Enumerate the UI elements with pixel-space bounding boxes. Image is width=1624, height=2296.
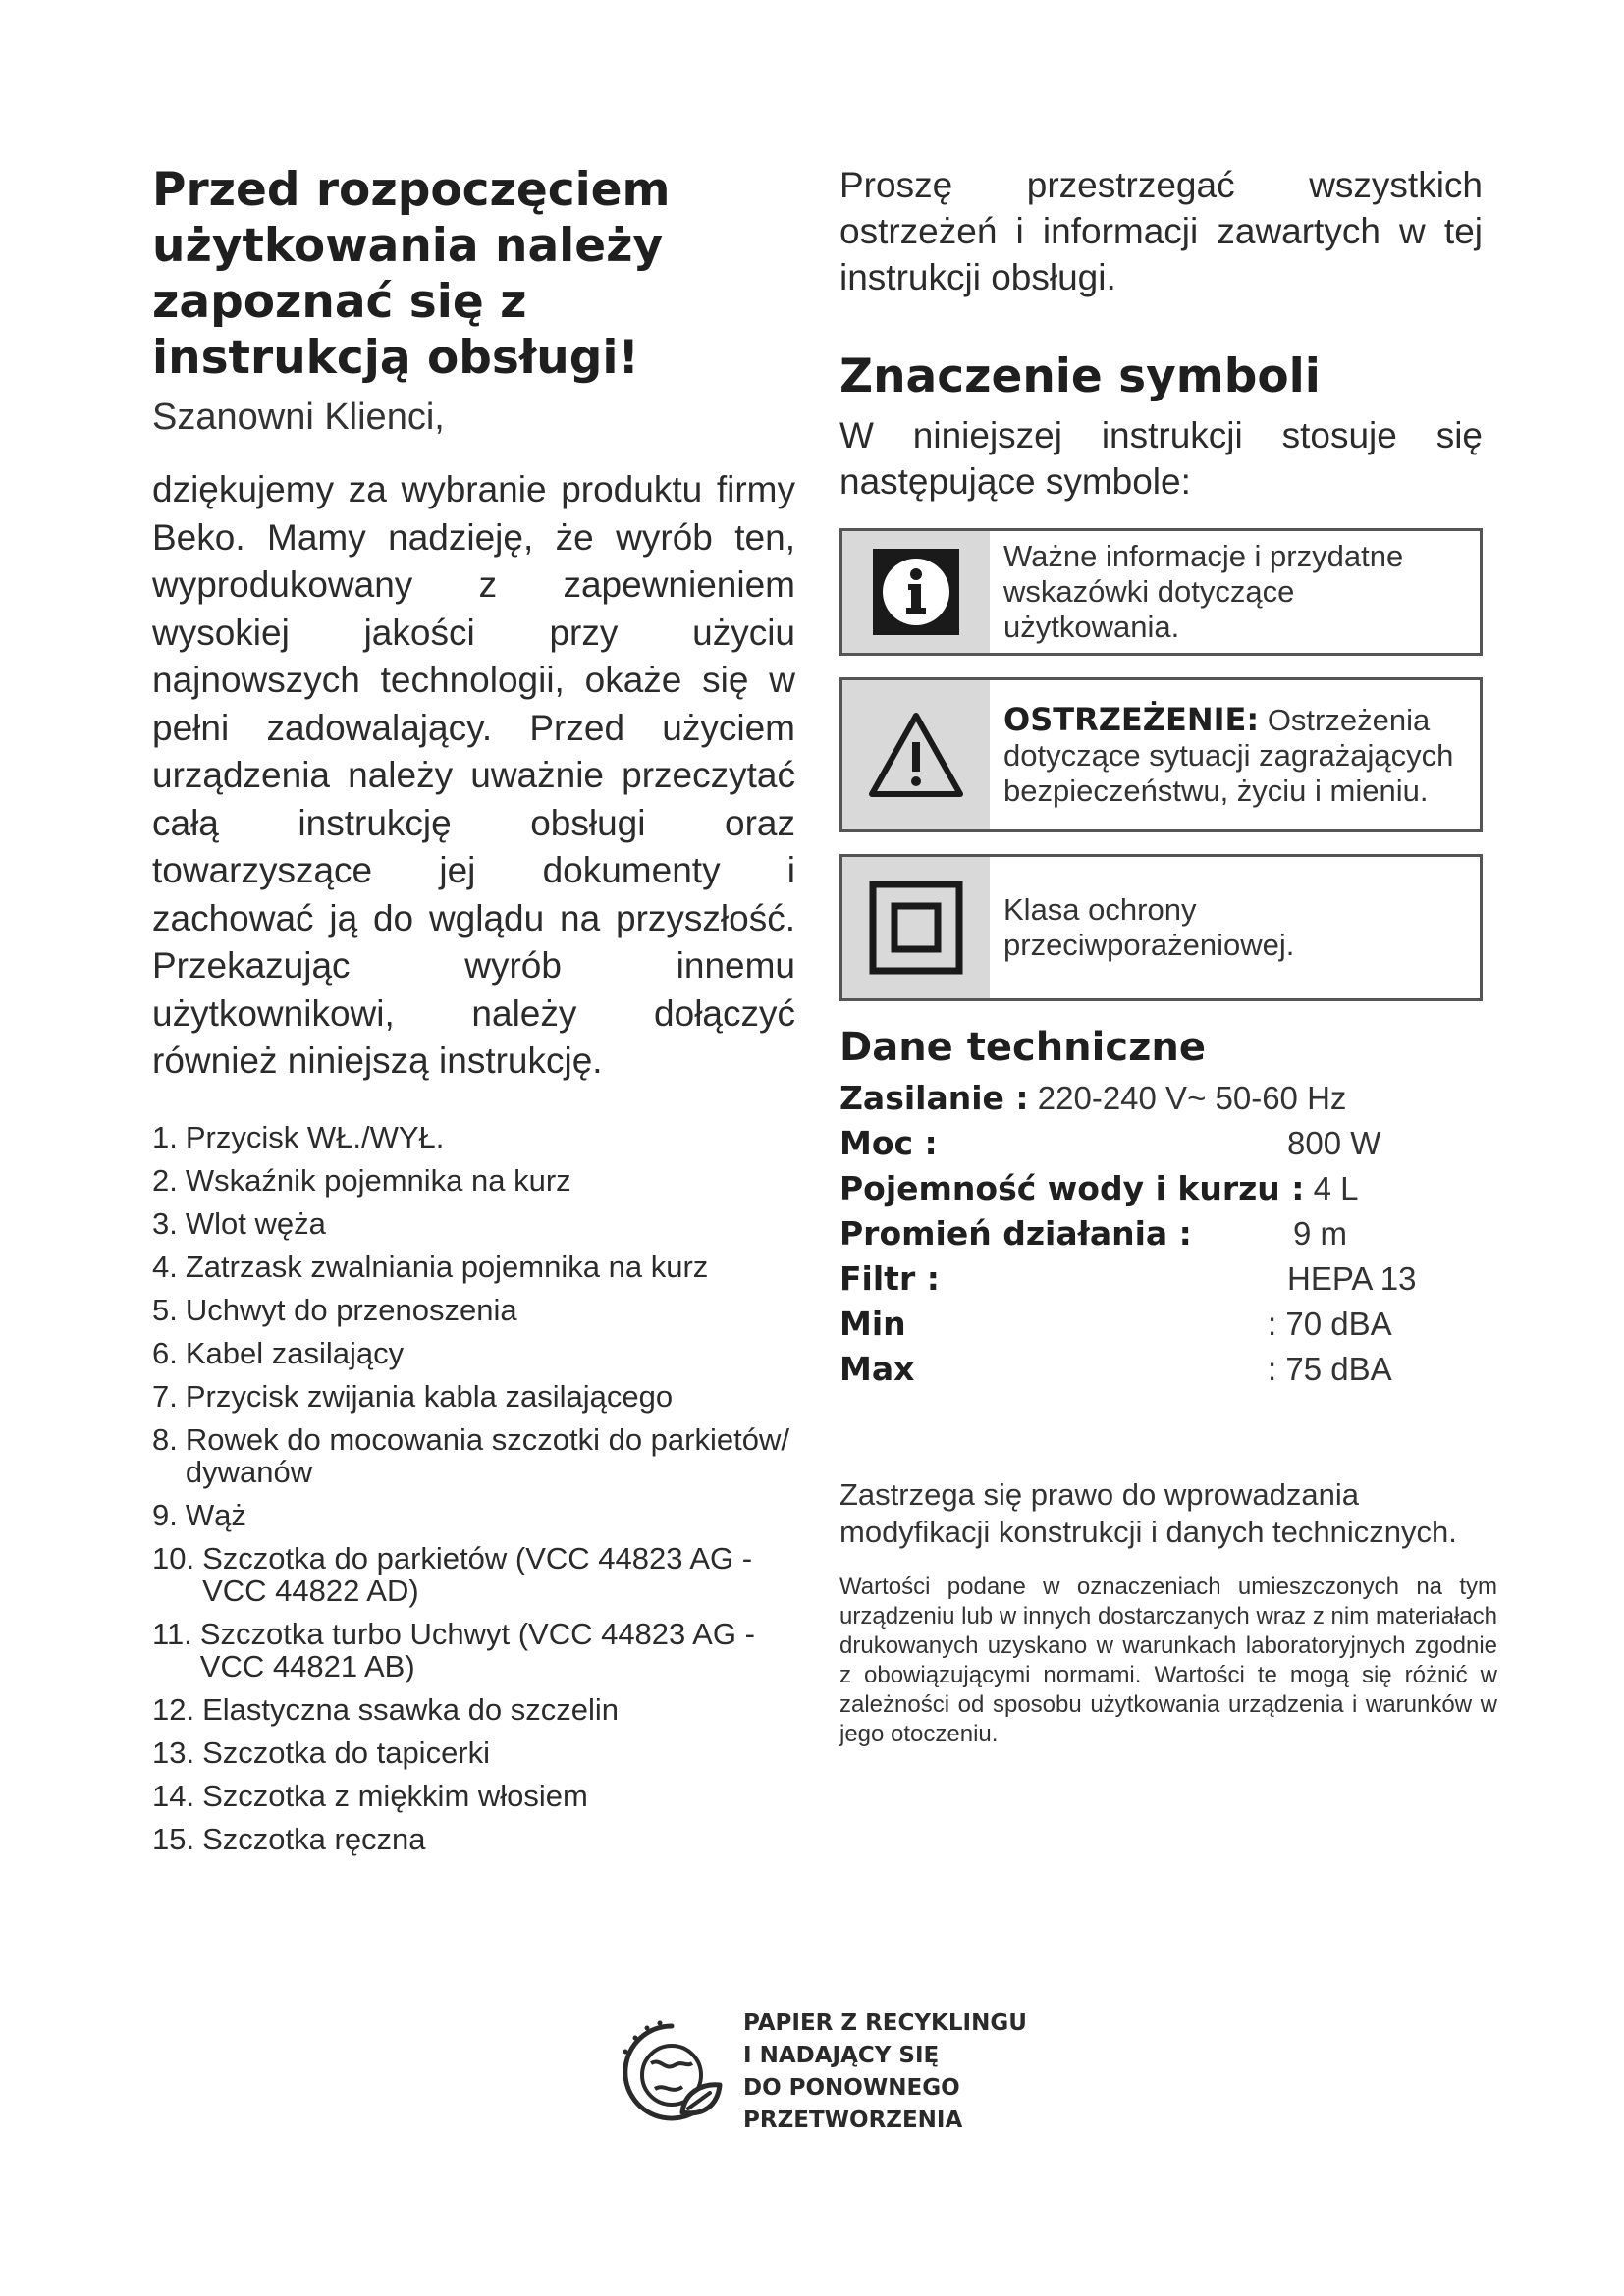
list-item	[152, 1251, 795, 1283]
list-item	[152, 1121, 795, 1153]
warning-description: Ostrzeżenia dotyczące sytuacji zagrażających bezpieczeństwu, życiu i mieniu.	[1003, 702, 1454, 808]
item-text: Szczotka do tapicerki	[202, 1735, 491, 1770]
tech-row-filter	[839, 1256, 1483, 1302]
item-text: Uchwyt do przenoszenia	[185, 1292, 517, 1327]
recycling-line: I NADAJĄCY SIĘ	[743, 2043, 940, 2068]
item-number: 9.	[152, 1497, 178, 1532]
item-number: 1.	[152, 1119, 178, 1154]
item-text: Rowek do mocowania szczotki do parkietów/ dywanów	[185, 1421, 789, 1489]
tech-value: HEPA 13	[1287, 1260, 1417, 1297]
tech-value: 9 m	[1293, 1215, 1348, 1252]
right-column	[839, 162, 1497, 1749]
list-item	[152, 1618, 795, 1682]
item-number: 12.	[152, 1691, 195, 1727]
info-symbol-text: Ważne informacje i przydatne wskazówki dotyczące użytkowania.	[1003, 539, 1404, 644]
list-item	[152, 1207, 795, 1240]
tech-value: : 75 dBA	[1268, 1351, 1392, 1387]
tech-specs	[839, 1076, 1483, 1392]
item-text: Kabel zasilający	[185, 1335, 405, 1370]
recycling-line: DO PONOWNEGO	[743, 2075, 960, 2101]
item-number: 7.	[152, 1378, 178, 1414]
item-number: 15.	[152, 1821, 195, 1856]
class-icon-cell	[842, 857, 990, 998]
item-number: 4.	[152, 1249, 178, 1284]
warning-label: OSTRZEŻENIE:	[1003, 700, 1260, 738]
recycling-text	[743, 2007, 1027, 2137]
item-number: 8.	[152, 1421, 178, 1457]
main-heading: Przed rozpoczęciem użytkowania należy zapoznać się z instrukcją obsługi!	[152, 163, 671, 385]
item-text: Szczotka ręczna	[202, 1821, 426, 1856]
warning-triangle-icon	[867, 711, 965, 799]
tech-row-min	[839, 1302, 1483, 1347]
tech-heading: Dane techniczne	[839, 1025, 1206, 1070]
list-item	[152, 1164, 795, 1197]
recycling-badge	[614, 2007, 1027, 2137]
tech-row-radius	[839, 1211, 1483, 1256]
left-column	[152, 162, 795, 1866]
item-number: 2.	[152, 1162, 178, 1198]
item-number: 3.	[152, 1205, 178, 1241]
parts-list	[152, 1121, 795, 1855]
safety-intro: Proszę przestrzegać wszystkich ostrzeżeń i informacji zawartych w tej instrukcji obsługi.	[839, 165, 1483, 297]
tech-row-capacity	[839, 1166, 1483, 1211]
modification-note: Zastrzega się prawo do wprowadzania modyfikacji konstrukcji i danych technicznych.	[839, 1477, 1457, 1549]
tech-label: Pojemność wody i kurzu :	[839, 1169, 1305, 1207]
info-icon	[871, 547, 961, 637]
info-symbol-box	[839, 528, 1483, 656]
item-text: Wąż	[185, 1497, 246, 1532]
item-text: Wlot węża	[185, 1205, 326, 1241]
symbols-heading: Znaczenie symboli	[839, 349, 1321, 403]
tech-label: Max	[839, 1350, 915, 1388]
tech-value: 800 W	[1287, 1125, 1381, 1161]
values-disclaimer: Wartości podane w oznaczeniach umieszczonych na tym urządzeniu lub w innych dostarczanych wraz z nim materiałach drukowanych uzyskano w warunkach laboratoryjnych zgodnie z obowiązującymi normami. Wartości te mogą się różnić w zależności od sposobu użytkowania urządzenia i warunków w jego otoczeniu.	[839, 1574, 1497, 1747]
list-item	[152, 1736, 795, 1769]
class-symbol-text: Klasa ochrony przeciwporażeniowej.	[1003, 892, 1295, 962]
item-text: Elastyczna ssawka do szczelin	[202, 1691, 619, 1727]
item-text: Przycisk WŁ./WYŁ.	[185, 1119, 445, 1154]
list-item	[152, 1499, 795, 1531]
tech-label: Promień działania :	[839, 1214, 1192, 1253]
recycling-globe-icon	[614, 2014, 730, 2130]
tech-label: Filtr :	[839, 1259, 940, 1298]
list-item	[152, 1693, 795, 1726]
tech-label: Min	[839, 1305, 906, 1343]
list-item	[152, 1823, 795, 1855]
tech-value: : 70 dBA	[1268, 1306, 1392, 1342]
item-number: 14.	[152, 1778, 195, 1813]
tech-row-power	[839, 1121, 1483, 1166]
tech-value: 4 L	[1313, 1170, 1359, 1206]
list-item	[152, 1542, 795, 1607]
list-item	[152, 1423, 795, 1488]
item-number: 6.	[152, 1335, 178, 1370]
tech-row-supply	[839, 1076, 1483, 1121]
list-item	[152, 1294, 795, 1326]
warning-text-wrap	[1003, 702, 1476, 809]
item-text: Przycisk zwijania kabla zasilającego	[185, 1378, 674, 1414]
recycling-line: PRZETWORZENIA	[743, 2108, 963, 2133]
list-item	[152, 1380, 795, 1413]
item-number: 10.	[152, 1540, 195, 1575]
info-icon-cell	[842, 531, 990, 653]
item-text: Szczotka z miękkim włosiem	[202, 1778, 588, 1813]
list-item	[152, 1780, 795, 1812]
tech-value: 220-240 V~ 50-60 Hz	[1037, 1080, 1347, 1116]
item-number: 5.	[152, 1292, 178, 1327]
tech-label: Moc :	[839, 1124, 938, 1162]
symbols-intro: W niniejszej instrukcji stosuje się następujące symbole:	[839, 415, 1483, 502]
class-symbol-box	[839, 854, 1483, 1001]
item-text: Wskaźnik pojemnika na kurz	[185, 1162, 571, 1198]
item-number: 13.	[152, 1735, 195, 1770]
warning-symbol-box	[839, 677, 1483, 832]
warning-icon-cell	[842, 680, 990, 829]
list-item	[152, 1337, 795, 1369]
tech-row-max	[839, 1347, 1483, 1392]
item-number: 11.	[152, 1616, 192, 1651]
item-text: Szczotka do parkietów (VCC 44823 AG - VCC 44822 AD)	[202, 1540, 753, 1608]
intro-paragraph: dziękujemy za wybranie produktu firmy Beko. Mamy nadzieję, że wyrób ten, wyprodukowany z zapewnieniem wysokiej jakości przy użyciu najnowszych technologii, okaże się w pełni zadowalający. Przed użyciem urządzenia należy uważnie przeczytać całą instrukcję obsługi oraz towarzyszące jej dokumenty i zachować ją do wglądu na przyszłość. Przekazując wyrób innemu użytkownikowi, należy dołączyć również niniejszą instrukcję.	[152, 469, 795, 1081]
greeting: Szanowni Klienci,	[152, 397, 445, 438]
warning-symbol-text	[990, 680, 1480, 829]
double-square-icon	[867, 879, 965, 977]
item-text: Szczotka turbo Uchwyt (VCC 44823 AG - VCC 44821 AB)	[199, 1616, 755, 1683]
tech-label: Zasilanie :	[839, 1079, 1029, 1117]
item-text: Zatrzask zwalniania pojemnika na kurz	[185, 1249, 709, 1284]
recycling-line: PAPIER Z RECYKLINGU	[743, 2010, 1027, 2036]
